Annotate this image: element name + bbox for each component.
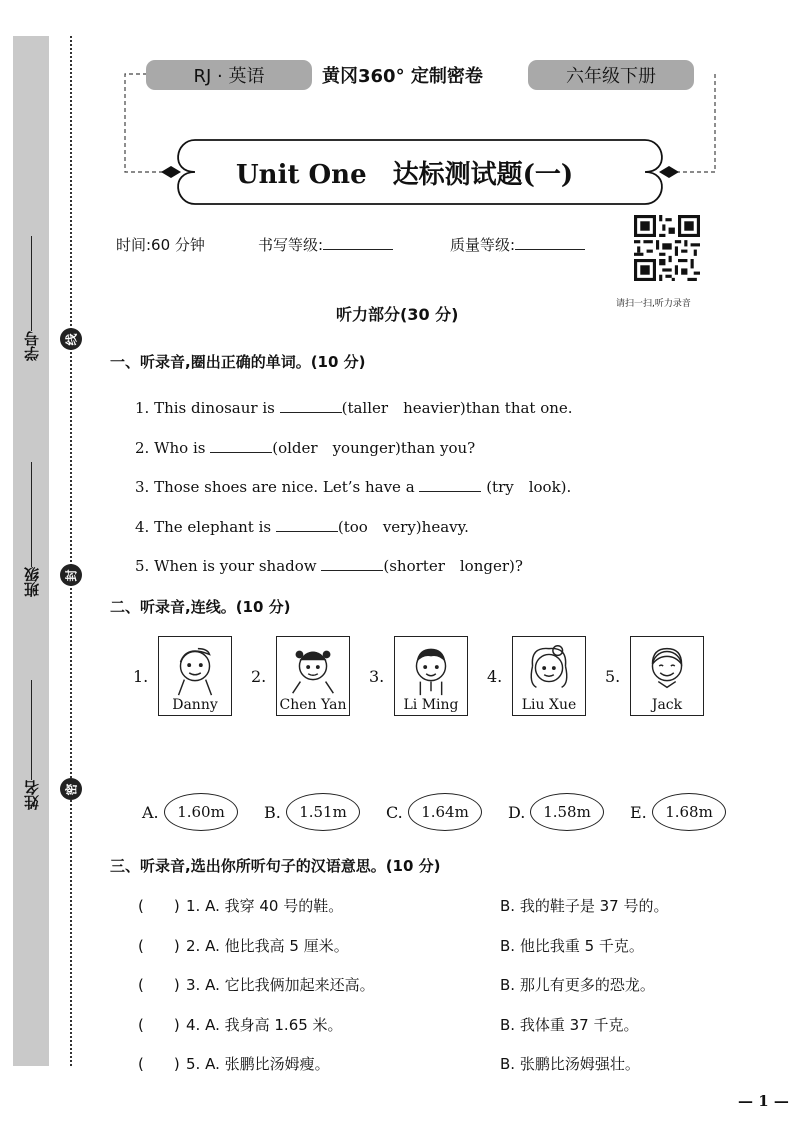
person-name: Chen Yan xyxy=(279,697,347,713)
option-a: 4. A. 我身高 1.65 米。 xyxy=(186,1015,343,1034)
section1-item: 4. The elephant is (too very)heavy. xyxy=(135,517,469,536)
person-number: 2. xyxy=(251,667,267,686)
listening-heading: 听力部分(30 分) xyxy=(336,305,459,324)
height-letter: A. xyxy=(142,803,159,822)
answer-parentheses[interactable]: ( ) xyxy=(138,976,180,994)
answer-blank[interactable] xyxy=(276,519,338,532)
height-letter: D. xyxy=(508,803,526,822)
section1-title: 一、听录音,圈出正确的单词。(10 分) xyxy=(110,353,366,371)
grade-tag: 六年级下册 xyxy=(528,60,694,90)
people-row xyxy=(133,636,773,718)
person-picture[interactable] xyxy=(512,636,586,716)
person-portrait-icon xyxy=(277,637,349,699)
heights-row xyxy=(142,793,742,833)
person-name: Li Ming xyxy=(403,697,459,713)
answer-blank[interactable] xyxy=(321,558,383,571)
subject-tag: RJ · 英语 xyxy=(146,60,312,90)
answer-blank[interactable] xyxy=(210,440,272,453)
cut-line xyxy=(70,36,72,1066)
qr-code[interactable] xyxy=(634,215,700,281)
answer-parentheses[interactable]: ( ) xyxy=(138,936,180,955)
option-a: 3. A. 它比我俩加起来还高。 xyxy=(186,976,375,994)
option-a: 5. A. 张鹏比汤姆瘦。 xyxy=(186,1055,330,1073)
option-b: B. 张鹏比汤姆强壮。 xyxy=(500,1055,640,1073)
answer-parentheses[interactable]: ( ) xyxy=(138,897,180,915)
section1-item: 1. This dinosaur is (taller heavier)than that one. xyxy=(135,399,573,417)
option-b: B. 那儿有更多的恐龙。 xyxy=(500,976,655,994)
person-name: Liu Xue xyxy=(521,697,577,713)
person-number: 1. xyxy=(133,667,149,686)
option-a: 2. A. 他比我高 5 厘米。 xyxy=(186,936,349,955)
student-number-field: 学号 xyxy=(13,236,49,361)
choice-options[interactable]: (shorter longer) xyxy=(383,557,515,575)
person-picture[interactable] xyxy=(158,636,232,716)
writing-grade-blank[interactable] xyxy=(323,235,393,250)
name-field: 姓名 xyxy=(13,680,49,810)
class-field: 班级 xyxy=(13,462,49,597)
option-b: B. 我体重 37 千克。 xyxy=(500,1015,639,1034)
height-value[interactable]: 1.58m xyxy=(530,793,604,831)
option-b: B. 他比我重 5 千克。 xyxy=(500,936,644,955)
option-b: B. 我的鞋子是 37 号的。 xyxy=(500,897,669,915)
choice-options[interactable]: (taller heavier) xyxy=(341,399,466,417)
series-name: 黄冈360° 定制密卷 xyxy=(322,66,483,87)
height-letter: B. xyxy=(264,803,281,822)
quality-grade: 质量等级: xyxy=(450,234,585,255)
person-portrait-icon xyxy=(395,637,467,699)
qr-caption: 请扫一扫,听力录音 xyxy=(616,299,691,309)
choice-options[interactable]: (too very) xyxy=(337,517,422,536)
seal-line: 线 xyxy=(60,328,82,350)
answer-parentheses[interactable]: ( ) xyxy=(138,1015,180,1034)
person-number: 5. xyxy=(605,667,621,686)
section1-item: 5. When is your shadow (shorter longer)? xyxy=(135,557,523,575)
height-letter: E. xyxy=(630,803,647,822)
person-portrait-icon xyxy=(513,637,585,699)
time-limit: 时间:60 分钟 xyxy=(116,236,205,254)
person-picture[interactable] xyxy=(394,636,468,716)
person-picture[interactable] xyxy=(630,636,704,716)
answer-blank[interactable] xyxy=(419,479,481,492)
person-portrait-icon xyxy=(631,637,703,699)
answer-parentheses[interactable]: ( ) xyxy=(138,1055,180,1073)
seal-secret: 密 xyxy=(60,778,82,800)
person-number: 3. xyxy=(369,667,385,686)
height-letter: C. xyxy=(386,803,403,822)
height-value[interactable]: 1.51m xyxy=(286,793,360,831)
writing-grade: 书写等级: xyxy=(258,234,393,255)
section1-item: 2. Who is (older younger)than you? xyxy=(135,438,476,457)
answer-blank[interactable] xyxy=(280,400,342,413)
section2-title: 二、听录音,连线。(10 分) xyxy=(110,598,291,616)
person-name: Jack xyxy=(651,697,683,713)
person-picture[interactable] xyxy=(276,636,350,716)
height-value[interactable]: 1.64m xyxy=(408,793,482,831)
section3-title: 三、听录音,选出你所听句子的汉语意思。(10 分) xyxy=(110,857,441,875)
page-number: — 1 — xyxy=(738,1092,789,1110)
height-value[interactable]: 1.68m xyxy=(652,793,726,831)
person-portrait-icon xyxy=(159,637,231,699)
quality-grade-blank[interactable] xyxy=(515,235,585,250)
person-name: Danny xyxy=(172,697,218,713)
choice-options[interactable]: (try look) xyxy=(481,478,567,496)
choice-options[interactable]: (older younger) xyxy=(272,438,401,457)
person-number: 4. xyxy=(487,667,503,686)
section1-item: 3. Those shoes are nice. Let’s have a (try look). xyxy=(135,478,572,496)
height-value[interactable]: 1.60m xyxy=(164,793,238,831)
page-title: Unit One 达标测试题(一) xyxy=(236,160,574,190)
option-a: 1. A. 我穿 40 号的鞋。 xyxy=(186,897,344,915)
seal-seal: 封 xyxy=(60,564,82,586)
